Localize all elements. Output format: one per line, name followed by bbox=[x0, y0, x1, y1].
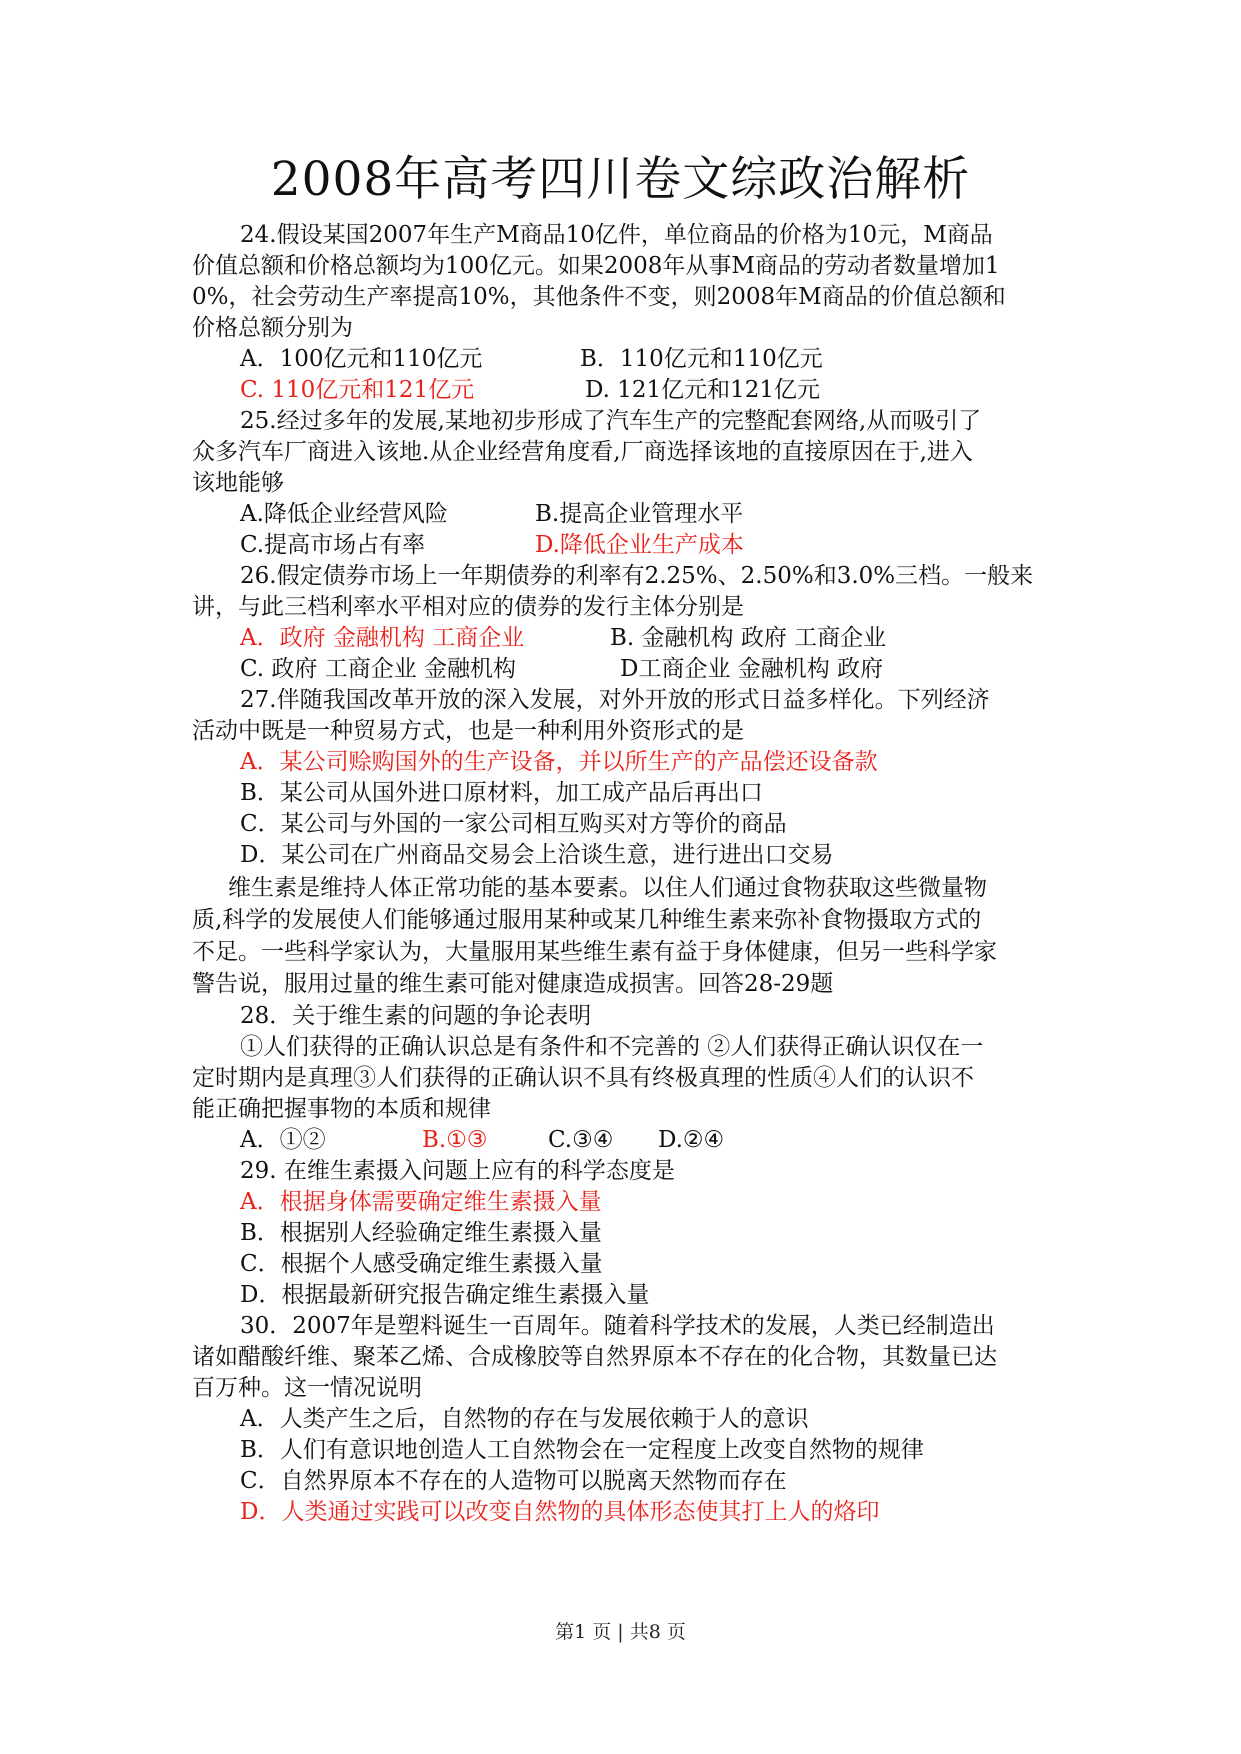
q28-line-2: ①人们获得的正确认识总是有条件和不完善的 ②人们获得正确认识仅在一 bbox=[240, 1034, 984, 1060]
q26-line-1: 26.假定债券市场上一年期债券的利率有2.25%、2.50%和3.0%三档。一般来 bbox=[240, 563, 1034, 589]
q29-line-1: 29. 在维生素摄入问题上应有的科学态度是 bbox=[240, 1158, 675, 1184]
q24-option-c-answer: C. 110亿元和121亿元 bbox=[240, 377, 475, 403]
q27-option-b: B．某公司从国外进口原材料，加工成产品后再出口 bbox=[240, 780, 763, 806]
q30-line-2: 诸如醋酸纤维、聚苯乙烯、合成橡胶等自然界原本不存在的化合物，其数量已达 bbox=[192, 1344, 997, 1370]
q25-line-1: 25.经过多年的发展,某地初步形成了汽车生产的完整配套网络,从而吸引了 bbox=[240, 408, 982, 434]
q26-line-2: 讲，与此三档利率水平相对应的债券的发行主体分别是 bbox=[192, 594, 744, 620]
q30-line-3: 百万种。这一情况说明 bbox=[192, 1375, 422, 1401]
q24-option-a: A．100亿元和110亿元 bbox=[240, 346, 483, 372]
q29-option-c: C．根据个人感受确定维生素摄入量 bbox=[240, 1251, 603, 1277]
q28-option-a: A．①② bbox=[240, 1127, 326, 1153]
q24-line-2: 价值总额和价格总额均为100亿元。如果2008年从事M商品的劳动者数量增加1 bbox=[192, 253, 1000, 279]
page-footer: 第1 页 | 共8 页 bbox=[555, 1621, 686, 1643]
q30-option-b: B．人们有意识地创造人工自然物会在一定程度上改变自然物的规律 bbox=[240, 1437, 924, 1463]
q24-line-4: 价格总额分别为 bbox=[192, 315, 353, 341]
q29-option-a-answer: A．根据身体需要确定维生素摄入量 bbox=[240, 1189, 602, 1215]
q26-option-b: B. 金融机构 政府 工商企业 bbox=[610, 625, 887, 651]
passage-line-3: 不足。一些科学家认为，大量服用某些维生素有益于身体健康，但另一些科学家 bbox=[192, 939, 997, 965]
q28-line-4: 能正确把握事物的本质和规律 bbox=[192, 1096, 491, 1122]
q25-line-3: 该地能够 bbox=[192, 470, 284, 496]
q24-line-1: 24.假设某国2007年生产M商品10亿件，单位商品的价格为10元，M商品 bbox=[240, 222, 993, 248]
q29-option-d: D．根据最新研究报告确定维生素摄入量 bbox=[240, 1282, 650, 1308]
passage-line-1: 维生素是维持人体正常功能的基本要素。以住人们通过食物获取这些微量物 bbox=[228, 875, 987, 901]
q26-option-d: D工商企业 金融机构 政府 bbox=[620, 656, 884, 682]
q25-option-b: B.提高企业管理水平 bbox=[535, 501, 744, 527]
q24-option-d: D. 121亿元和121亿元 bbox=[585, 377, 821, 403]
q25-option-d-answer: D.降低企业生产成本 bbox=[535, 532, 744, 558]
q26-option-a-answer: A．政府 金融机构 工商企业 bbox=[240, 625, 525, 651]
passage-line-2: 质,科学的发展使人们能够通过服用某种或某几种维生素来弥补食物摄取方式的 bbox=[192, 907, 982, 933]
q25-line-2: 众多汽车厂商进入该地.从企业经营角度看,厂商选择该地的直接原因在于,进入 bbox=[192, 439, 973, 465]
q29-option-b: B．根据别人经验确定维生素摄入量 bbox=[240, 1220, 602, 1246]
page-title: 2008年高考四川卷文综政治解析 bbox=[270, 152, 971, 207]
q28-option-c: C.③④ bbox=[548, 1127, 614, 1153]
q27-line-2: 活动中既是一种贸易方式，也是一种利用外资形式的是 bbox=[192, 718, 744, 744]
q27-option-c: C．某公司与外国的一家公司相互购买对方等价的商品 bbox=[240, 811, 787, 837]
q28-option-b-answer: B.①③ bbox=[422, 1127, 488, 1153]
q30-option-d-answer: D．人类通过实践可以改变自然物的具体形态使其打上人的烙印 bbox=[240, 1499, 880, 1525]
q24-line-3: 0%，社会劳动生产率提高10%，其他条件不变，则2008年M商品的价值总额和 bbox=[192, 284, 1006, 310]
passage-line-4: 警告说，服用过量的维生素可能对健康造成损害。回答28-29题 bbox=[192, 971, 834, 997]
q30-option-c: C．自然界原本不存在的人造物可以脱离天然物而存在 bbox=[240, 1468, 787, 1494]
q30-option-a: A．人类产生之后，自然物的存在与发展依赖于人的意识 bbox=[240, 1406, 809, 1432]
q24-option-b: B．110亿元和110亿元 bbox=[580, 346, 823, 372]
q25-option-a: A.降低企业经营风险 bbox=[240, 501, 448, 527]
q28-line-1: 28．关于维生素的问题的争论表明 bbox=[240, 1003, 592, 1029]
q27-option-d: D．某公司在广州商品交易会上洽谈生意，进行进出口交易 bbox=[240, 842, 834, 868]
q30-line-1: 30．2007年是塑料诞生一百周年。随着科学技术的发展，人类已经制造出 bbox=[240, 1313, 995, 1339]
q28-option-d: D.②④ bbox=[658, 1127, 725, 1153]
q27-line-1: 27.伴随我国改革开放的深入发展，对外开放的形式日益多样化。下列经济 bbox=[240, 687, 990, 713]
q28-line-3: 定时期内是真理③人们获得的正确认识不具有终极真理的性质④人们的认识不 bbox=[192, 1065, 974, 1091]
q25-option-c: C.提高市场占有率 bbox=[240, 532, 426, 558]
q26-option-c: C. 政府 工商企业 金融机构 bbox=[240, 656, 517, 682]
q27-option-a-answer: A．某公司赊购国外的生产设备，并以所生产的产品偿还设备款 bbox=[240, 749, 878, 775]
